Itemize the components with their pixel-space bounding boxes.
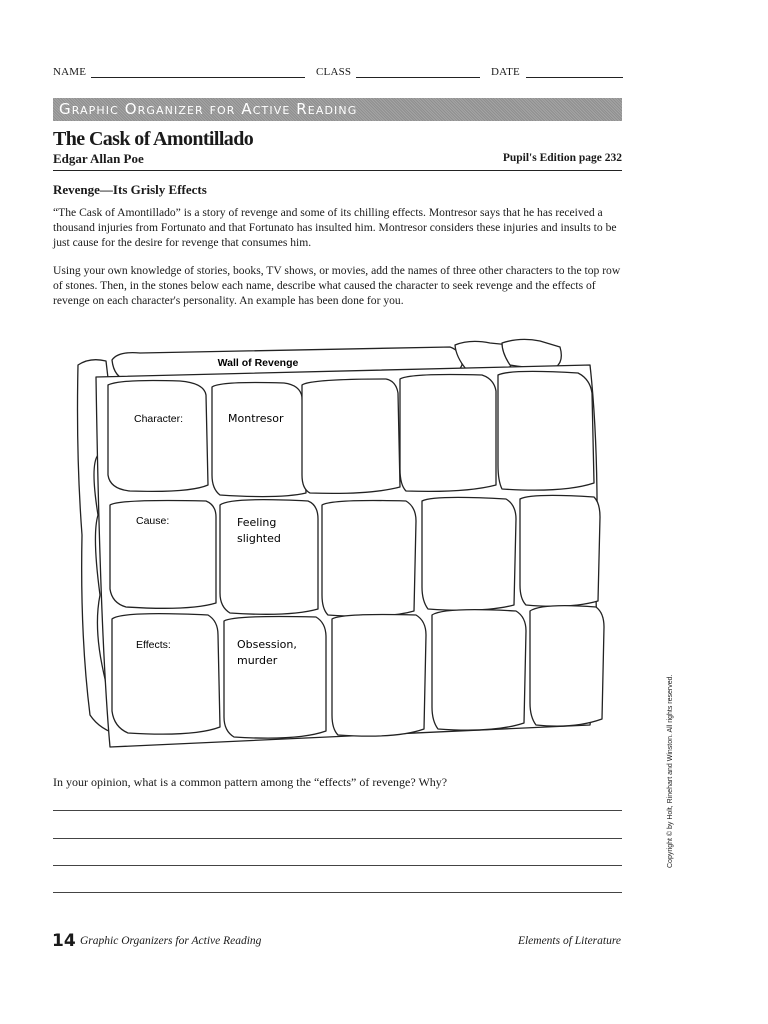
class-label: CLASS bbox=[316, 66, 352, 78]
stone-cause-3[interactable] bbox=[520, 495, 600, 606]
instructions-paragraph: Using your own knowledge of stories, books, TV shows, or movies, add the names of three other characters to the top row of stones. Then, in the stones below each name, describe what caused the character to seek revenge and the effects of revenge on each character's personality. An example has been done for you. bbox=[53, 264, 621, 307]
wall-title: Wall of Revenge bbox=[217, 357, 299, 369]
stone-character-example bbox=[212, 383, 306, 497]
answer-line[interactable] bbox=[53, 865, 622, 866]
stone-character-label bbox=[108, 381, 208, 492]
row-label-effects: Effects: bbox=[136, 639, 171, 651]
date-field[interactable] bbox=[526, 77, 623, 78]
reflection-question: In your opinion, what is a common pattern among the “effects” of revenge? Why? bbox=[53, 775, 448, 789]
name-field[interactable] bbox=[91, 77, 305, 78]
example-character: Montresor bbox=[228, 412, 284, 425]
intro-paragraph: “The Cask of Amontillado” is a story of revenge and some of its chilling effects. Montresor says that he has received a thousand injuries from Fortunato and that Fortunato has insulted him. Montresor considers these injuries and insults to be just cause for the desire for revenge that consumes him. bbox=[53, 206, 617, 249]
stone-cause-1[interactable] bbox=[322, 501, 416, 617]
stone-cause-2[interactable] bbox=[422, 497, 516, 610]
answer-line[interactable] bbox=[53, 810, 622, 811]
example-effects-line2: murder bbox=[237, 654, 278, 667]
answer-line[interactable] bbox=[53, 892, 622, 893]
name-label: NAME bbox=[53, 66, 87, 78]
stone-effects-label bbox=[112, 614, 220, 734]
stone-character-1[interactable] bbox=[302, 379, 400, 493]
edition-reference: Pupil's Edition page 232 bbox=[502, 152, 622, 164]
stone-character-3[interactable] bbox=[498, 371, 594, 490]
row-label-character: Character: bbox=[134, 413, 184, 425]
example-cause-line1: Feeling bbox=[237, 516, 277, 529]
page-title: The Cask of Amontillado bbox=[53, 128, 254, 150]
class-field[interactable] bbox=[356, 77, 480, 78]
stone-effects-1[interactable] bbox=[332, 615, 426, 737]
section-title: Revenge—Its Grisly Effects bbox=[53, 182, 207, 197]
wall-of-revenge-diagram bbox=[70, 335, 610, 755]
stone-effects-example bbox=[224, 617, 326, 739]
author: Edgar Allan Poe bbox=[53, 151, 144, 166]
footer-left: Graphic Organizers for Active Reading bbox=[80, 935, 262, 947]
stone-effects-3[interactable] bbox=[530, 606, 604, 726]
page-number: 14 bbox=[52, 931, 76, 951]
example-effects-line1: Obsession, bbox=[237, 638, 297, 651]
row-label-cause: Cause: bbox=[136, 515, 170, 527]
section-banner bbox=[53, 98, 622, 121]
divider bbox=[53, 170, 622, 171]
cap-stone bbox=[502, 339, 561, 367]
copyright-notice bbox=[655, 640, 674, 870]
answer-line[interactable] bbox=[53, 838, 622, 839]
stone-effects-2[interactable] bbox=[432, 610, 526, 730]
footer-right: Elements of Literature bbox=[517, 935, 621, 947]
date-label: DATE bbox=[491, 66, 520, 78]
copyright-text: Copyright © by Holt, Rinehart and Winston. All rights reserved. bbox=[667, 674, 674, 868]
banner-text: Graphic Organizer for Active Reading bbox=[59, 100, 358, 118]
example-cause-line2: slighted bbox=[237, 532, 281, 545]
student-info-header bbox=[53, 66, 623, 80]
stone-character-2[interactable] bbox=[400, 375, 496, 492]
